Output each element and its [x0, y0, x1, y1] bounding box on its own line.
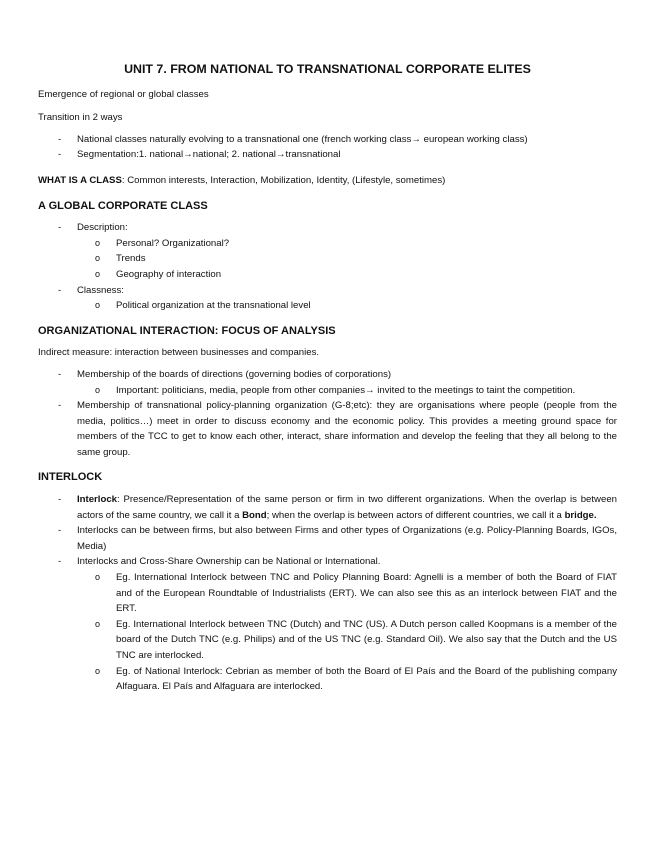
list-item: - Interlocks can be between firms, but also between Firms and other types of Organizations (e.g. Policy-Planning Boards, IGOs, Media) — [38, 523, 617, 554]
list-item: - Segmentation:1. national→national; 2. national→transnational — [38, 147, 617, 163]
list-item: o Eg. International Interlock between TNC and Policy Planning Board: Agnelli is a member of both the Board of FIAT and of the European Roundtable of Industrialists (ERT). We can also see this as an interlock between FIAT and the ERT. — [77, 570, 617, 617]
page-title: UNIT 7. FROM NATIONAL TO TRANSNATIONAL CORPORATE ELITES — [124, 62, 531, 76]
transition-list — [38, 132, 617, 163]
list-item — [38, 492, 617, 523]
list-item: o Eg. International Interlock between TNC (Dutch) and TNC (US). A Dutch person called Koopmans is a member of the board of the Dutch TNC (e.g. Philips) and of the US TNC (e.g. Standard Oil). We also say that the Dutch and the US TNC are interlocked. — [77, 617, 617, 664]
list-item: - National classes naturally evolving to a transnational one (french working class→ european working class) — [38, 132, 617, 148]
interlock-def-text: : Presence/Representation of the same person or firm in two different organizations. When the overlap is between actors of the same country, we call it a — [77, 494, 617, 521]
section-heading-org-interaction: ORGANIZATIONAL INTERACTION: FOCUS OF ANALYSIS — [38, 324, 336, 337]
description-sublist — [77, 236, 617, 283]
org-interaction-intro: Indirect measure: interaction between businesses and companies. — [38, 347, 320, 359]
bond-term: Bond — [242, 509, 267, 521]
what-is-class-text: : Common interests, Interaction, Mobilization, Identity, (Lifestyle, sometimes) — [121, 174, 446, 186]
boards-sublist — [77, 383, 617, 399]
list-item: o Trends — [77, 251, 617, 267]
list-item: o Eg. of National Interlock: Cebrian as member of both the Board of El País and the Board of the publishing company Alfaguara. El País and Alfaguara are interlocked. — [77, 664, 617, 695]
list-item — [38, 220, 617, 282]
bridge-term: bridge. — [564, 509, 597, 521]
section-heading-interlock: INTERLOCK — [38, 471, 103, 484]
what-is-class-label: WHAT IS A CLASS — [38, 174, 122, 186]
examples-sublist — [77, 570, 617, 695]
list-item: o Political organization at the transnational level — [77, 298, 617, 314]
national-international-text: Interlocks and Cross-Share Ownership can be National or International. — [77, 556, 381, 568]
classness-sublist — [77, 298, 617, 314]
list-item — [38, 367, 617, 398]
list-item: o Important: politicians, media, people from other companies→ invited to the meetings to taint the competition. — [77, 383, 617, 399]
list-item — [38, 554, 617, 694]
intro-line: Emergence of regional or global classes — [38, 88, 209, 100]
boards-item-text: Membership of the boards of directions (governing bodies of corporations) — [77, 368, 392, 380]
list-item: o Personal? Organizational? — [77, 236, 617, 252]
classness-label: Classness: — [77, 284, 124, 296]
description-label: Description: — [77, 222, 128, 234]
list-item: - Membership of transnational policy-planning organization (G-8;etc): they are organisations where people (people from the media, politics…) meet in order to discuss economy and the economic policy. This provides a meeting ground space for members of the TCC to get to know each other, interact, share information and develop the feeling that they all belong to the same group. — [38, 398, 617, 460]
global-class-list — [38, 220, 617, 314]
interlock-def-text: ; when the overlap is between actors of different countries, we call it a — [266, 509, 565, 521]
section-heading-global-class: A GLOBAL CORPORATE CLASS — [38, 199, 208, 212]
transition-line: Transition in 2 ways — [38, 112, 123, 124]
list-item — [38, 283, 617, 314]
interlock-term: Interlock — [77, 494, 117, 506]
list-item: o Geography of interaction — [77, 267, 617, 283]
org-interaction-list — [38, 367, 617, 461]
what-is-class-paragraph — [38, 173, 617, 189]
interlock-list — [38, 492, 617, 695]
